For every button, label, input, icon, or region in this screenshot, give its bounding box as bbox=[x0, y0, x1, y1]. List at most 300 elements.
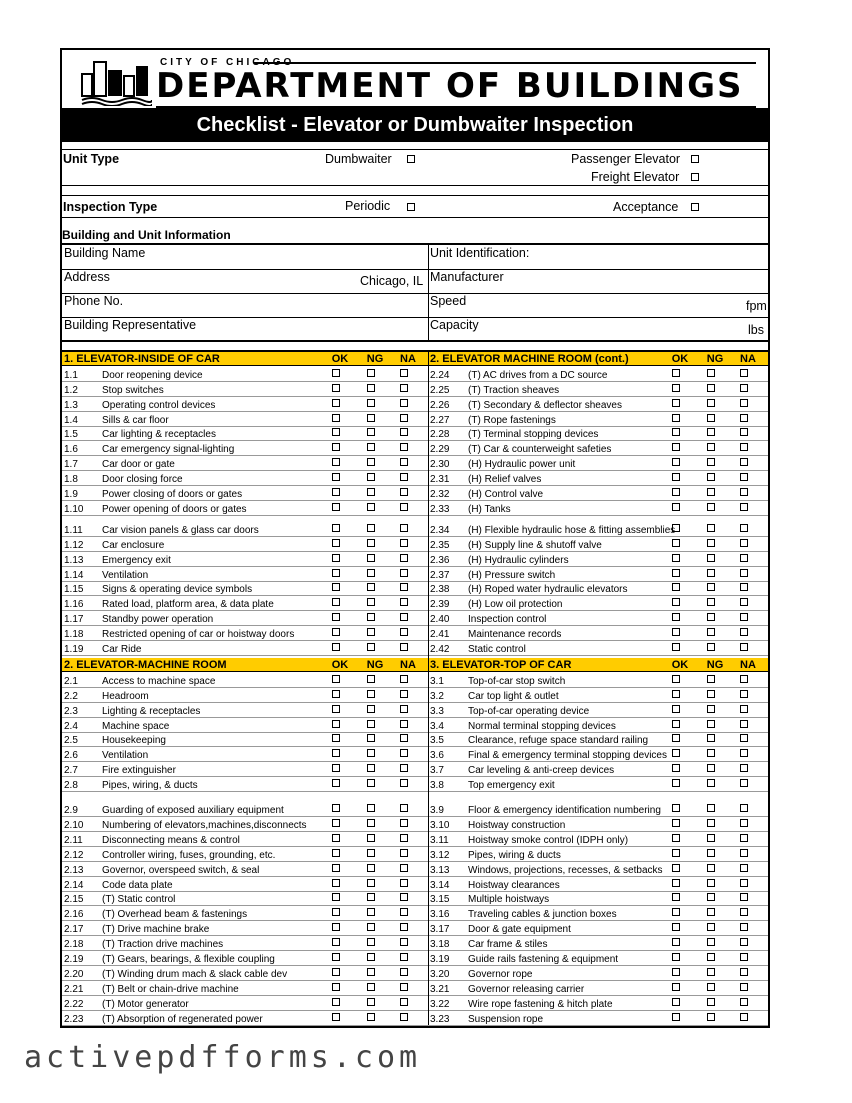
item-number: 3.17 bbox=[430, 924, 450, 936]
checklist-row bbox=[62, 516, 428, 537]
ng-checkbox[interactable] bbox=[367, 998, 375, 1006]
ng-checkbox[interactable] bbox=[367, 908, 375, 916]
ng-checkbox[interactable] bbox=[367, 569, 375, 577]
na-checkbox[interactable] bbox=[740, 998, 748, 1006]
item-number: 1.11 bbox=[64, 524, 83, 536]
na-checkbox[interactable] bbox=[400, 893, 408, 901]
na-checkbox[interactable] bbox=[740, 554, 748, 562]
ng-checkbox[interactable] bbox=[707, 414, 715, 422]
item-number: 1.7 bbox=[64, 459, 78, 471]
ok-checkbox[interactable] bbox=[672, 569, 680, 577]
na-checkbox[interactable] bbox=[740, 749, 748, 757]
ok-checkbox[interactable] bbox=[332, 983, 340, 991]
na-checkbox[interactable] bbox=[400, 749, 408, 757]
ok-checkbox[interactable] bbox=[672, 488, 680, 496]
ok-checkbox[interactable] bbox=[332, 864, 340, 872]
ok-checkbox[interactable] bbox=[672, 819, 680, 827]
na-checkbox[interactable] bbox=[400, 539, 408, 547]
ok-checkbox[interactable] bbox=[332, 598, 340, 606]
col-ok-header: OK bbox=[671, 353, 689, 365]
item-label: Headroom bbox=[102, 690, 149, 702]
ng-checkbox[interactable] bbox=[707, 819, 715, 827]
ng-checkbox[interactable] bbox=[367, 458, 375, 466]
item-number: 2.9 bbox=[64, 805, 78, 817]
ok-checkbox[interactable] bbox=[672, 938, 680, 946]
ng-checkbox[interactable] bbox=[707, 705, 715, 713]
ok-checkbox[interactable] bbox=[332, 524, 340, 532]
na-checkbox[interactable] bbox=[740, 734, 748, 742]
na-checkbox[interactable] bbox=[740, 983, 748, 991]
ok-checkbox[interactable] bbox=[332, 734, 340, 742]
ok-checkbox[interactable] bbox=[672, 443, 680, 451]
inspection-type-label: Inspection Type bbox=[63, 200, 158, 214]
na-checkbox[interactable] bbox=[400, 998, 408, 1006]
ng-checkbox[interactable] bbox=[707, 583, 715, 591]
ng-checkbox[interactable] bbox=[367, 864, 375, 872]
na-checkbox[interactable] bbox=[400, 503, 408, 511]
ng-checkbox[interactable] bbox=[367, 720, 375, 728]
ng-checkbox[interactable] bbox=[367, 968, 375, 976]
ng-checkbox[interactable] bbox=[707, 764, 715, 772]
ng-checkbox[interactable] bbox=[367, 643, 375, 651]
ok-checkbox[interactable] bbox=[332, 705, 340, 713]
na-checkbox[interactable] bbox=[740, 1013, 748, 1021]
item-number: 2.42 bbox=[430, 644, 450, 656]
ng-checkbox[interactable] bbox=[707, 690, 715, 698]
item-number: 2.24 bbox=[430, 369, 450, 381]
ng-checkbox[interactable] bbox=[367, 804, 375, 812]
ok-checkbox[interactable] bbox=[672, 953, 680, 961]
ng-checkbox[interactable] bbox=[707, 613, 715, 621]
ok-checkbox[interactable] bbox=[672, 804, 680, 812]
ok-checkbox[interactable] bbox=[332, 503, 340, 511]
ok-checkbox[interactable] bbox=[332, 938, 340, 946]
ng-checkbox[interactable] bbox=[367, 369, 375, 377]
item-number: 1.15 bbox=[64, 584, 84, 596]
na-checkbox[interactable] bbox=[400, 938, 408, 946]
ok-checkbox[interactable] bbox=[672, 983, 680, 991]
ok-checkbox[interactable] bbox=[672, 554, 680, 562]
na-checkbox[interactable] bbox=[740, 399, 748, 407]
ng-checkbox[interactable] bbox=[707, 488, 715, 496]
na-checkbox[interactable] bbox=[740, 938, 748, 946]
ok-checkbox[interactable] bbox=[672, 598, 680, 606]
ok-checkbox[interactable] bbox=[672, 690, 680, 698]
na-checkbox[interactable] bbox=[400, 675, 408, 683]
item-label: Stop switches bbox=[102, 384, 164, 396]
na-checkbox[interactable] bbox=[400, 1013, 408, 1021]
ng-checkbox[interactable] bbox=[707, 675, 715, 683]
na-checkbox[interactable] bbox=[400, 414, 408, 422]
ok-checkbox[interactable] bbox=[332, 923, 340, 931]
ng-checkbox[interactable] bbox=[367, 443, 375, 451]
checklist-row bbox=[428, 921, 768, 936]
ok-checkbox[interactable] bbox=[672, 583, 680, 591]
ng-checkbox[interactable] bbox=[367, 488, 375, 496]
ok-checkbox[interactable] bbox=[672, 399, 680, 407]
na-checkbox[interactable] bbox=[740, 923, 748, 931]
item-label: (T) Car & counterweight safeties bbox=[468, 444, 612, 456]
na-checkbox[interactable] bbox=[740, 819, 748, 827]
ng-checkbox[interactable] bbox=[707, 893, 715, 901]
na-checkbox[interactable] bbox=[400, 705, 408, 713]
ng-checkbox[interactable] bbox=[707, 524, 715, 532]
na-checkbox[interactable] bbox=[400, 643, 408, 651]
dumbwaiter-checkbox[interactable] bbox=[407, 155, 415, 163]
ng-checkbox[interactable] bbox=[707, 983, 715, 991]
ok-checkbox[interactable] bbox=[332, 804, 340, 812]
na-checkbox[interactable] bbox=[740, 908, 748, 916]
ng-checkbox[interactable] bbox=[707, 428, 715, 436]
na-checkbox[interactable] bbox=[740, 893, 748, 901]
item-label: (H) Hydraulic power unit bbox=[468, 459, 576, 471]
ng-checkbox[interactable] bbox=[367, 384, 375, 392]
na-checkbox[interactable] bbox=[740, 849, 748, 857]
item-number: 3.20 bbox=[430, 968, 450, 980]
item-label: Controller wiring, fuses, grounding, etc. bbox=[102, 849, 276, 861]
na-checkbox[interactable] bbox=[400, 849, 408, 857]
na-checkbox[interactable] bbox=[400, 953, 408, 961]
ng-checkbox[interactable] bbox=[367, 428, 375, 436]
ng-checkbox[interactable] bbox=[367, 849, 375, 857]
ok-checkbox[interactable] bbox=[672, 643, 680, 651]
na-checkbox[interactable] bbox=[740, 675, 748, 683]
na-checkbox[interactable] bbox=[400, 613, 408, 621]
ng-checkbox[interactable] bbox=[707, 1013, 715, 1021]
ok-checkbox[interactable] bbox=[332, 879, 340, 887]
na-checkbox[interactable] bbox=[740, 414, 748, 422]
ok-checkbox[interactable] bbox=[672, 705, 680, 713]
checklist-row bbox=[62, 966, 428, 981]
ok-checkbox[interactable] bbox=[672, 613, 680, 621]
na-checkbox[interactable] bbox=[740, 539, 748, 547]
na-checkbox[interactable] bbox=[400, 834, 408, 842]
na-checkbox[interactable] bbox=[740, 384, 748, 392]
ng-checkbox[interactable] bbox=[707, 734, 715, 742]
na-checkbox[interactable] bbox=[400, 598, 408, 606]
item-label: Hoistway construction bbox=[468, 819, 566, 831]
checklist-row bbox=[62, 1011, 428, 1026]
ng-checkbox[interactable] bbox=[367, 473, 375, 481]
ok-checkbox[interactable] bbox=[332, 953, 340, 961]
checklist-row bbox=[62, 412, 428, 427]
na-checkbox[interactable] bbox=[740, 879, 748, 887]
ok-checkbox[interactable] bbox=[332, 399, 340, 407]
ng-checkbox[interactable] bbox=[707, 923, 715, 931]
na-checkbox[interactable] bbox=[740, 569, 748, 577]
na-checkbox[interactable] bbox=[740, 705, 748, 713]
item-number: 2.7 bbox=[64, 765, 78, 777]
ng-checkbox[interactable] bbox=[367, 539, 375, 547]
item-label: (H) Pressure switch bbox=[468, 569, 556, 581]
ng-checkbox[interactable] bbox=[367, 953, 375, 961]
ng-checkbox[interactable] bbox=[367, 764, 375, 772]
ng-checkbox[interactable] bbox=[367, 690, 375, 698]
ok-checkbox[interactable] bbox=[332, 473, 340, 481]
ok-checkbox[interactable] bbox=[672, 734, 680, 742]
na-checkbox[interactable] bbox=[400, 384, 408, 392]
watermark: activepdfforms.com bbox=[24, 1040, 422, 1075]
ok-checkbox[interactable] bbox=[332, 369, 340, 377]
ok-checkbox[interactable] bbox=[332, 849, 340, 857]
checklist-row bbox=[428, 832, 768, 847]
periodic-checkbox[interactable] bbox=[407, 203, 415, 211]
ng-checkbox[interactable] bbox=[707, 473, 715, 481]
ng-checkbox[interactable] bbox=[707, 503, 715, 511]
ng-checkbox[interactable] bbox=[367, 779, 375, 787]
na-checkbox[interactable] bbox=[400, 524, 408, 532]
ng-checkbox[interactable] bbox=[367, 893, 375, 901]
na-checkbox[interactable] bbox=[400, 399, 408, 407]
na-checkbox[interactable] bbox=[400, 488, 408, 496]
na-checkbox[interactable] bbox=[740, 598, 748, 606]
na-checkbox[interactable] bbox=[400, 923, 408, 931]
ok-checkbox[interactable] bbox=[672, 879, 680, 887]
ok-checkbox[interactable] bbox=[672, 414, 680, 422]
ok-checkbox[interactable] bbox=[332, 998, 340, 1006]
item-number: 3.3 bbox=[430, 705, 444, 717]
na-checkbox[interactable] bbox=[740, 458, 748, 466]
ok-checkbox[interactable] bbox=[672, 749, 680, 757]
ng-checkbox[interactable] bbox=[707, 443, 715, 451]
checklist-row bbox=[428, 792, 768, 817]
ok-checkbox[interactable] bbox=[332, 819, 340, 827]
ng-checkbox[interactable] bbox=[707, 953, 715, 961]
ok-checkbox[interactable] bbox=[332, 675, 340, 683]
ng-checkbox[interactable] bbox=[707, 369, 715, 377]
ng-checkbox[interactable] bbox=[367, 399, 375, 407]
na-checkbox[interactable] bbox=[400, 473, 408, 481]
ok-checkbox[interactable] bbox=[672, 1013, 680, 1021]
ok-checkbox[interactable] bbox=[672, 849, 680, 857]
na-checkbox[interactable] bbox=[400, 428, 408, 436]
ok-checkbox[interactable] bbox=[672, 720, 680, 728]
na-checkbox[interactable] bbox=[740, 779, 748, 787]
ok-checkbox[interactable] bbox=[332, 690, 340, 698]
ng-checkbox[interactable] bbox=[707, 849, 715, 857]
ng-checkbox[interactable] bbox=[707, 569, 715, 577]
ng-checkbox[interactable] bbox=[707, 834, 715, 842]
ng-checkbox[interactable] bbox=[707, 598, 715, 606]
freight-elevator-checkbox[interactable] bbox=[691, 173, 699, 181]
ok-checkbox[interactable] bbox=[672, 893, 680, 901]
ok-checkbox[interactable] bbox=[672, 503, 680, 511]
item-label: Hoistway smoke control (IDPH only) bbox=[468, 834, 629, 846]
na-checkbox[interactable] bbox=[740, 834, 748, 842]
ng-checkbox[interactable] bbox=[367, 1013, 375, 1021]
ok-checkbox[interactable] bbox=[672, 524, 680, 532]
na-checkbox[interactable] bbox=[400, 569, 408, 577]
na-checkbox[interactable] bbox=[400, 583, 408, 591]
na-checkbox[interactable] bbox=[740, 864, 748, 872]
na-checkbox[interactable] bbox=[740, 473, 748, 481]
ok-checkbox[interactable] bbox=[332, 488, 340, 496]
ok-checkbox[interactable] bbox=[672, 764, 680, 772]
ok-checkbox[interactable] bbox=[672, 428, 680, 436]
item-number: 2.4 bbox=[64, 720, 78, 732]
ng-checkbox[interactable] bbox=[707, 643, 715, 651]
ok-checkbox[interactable] bbox=[672, 779, 680, 787]
ng-checkbox[interactable] bbox=[707, 864, 715, 872]
ng-checkbox[interactable] bbox=[707, 554, 715, 562]
na-checkbox[interactable] bbox=[740, 764, 748, 772]
ok-checkbox[interactable] bbox=[332, 539, 340, 547]
checklist-row bbox=[62, 981, 428, 996]
item-number: 2.23 bbox=[64, 1013, 84, 1025]
ng-checkbox[interactable] bbox=[707, 908, 715, 916]
acceptance-checkbox[interactable] bbox=[691, 203, 699, 211]
ok-checkbox[interactable] bbox=[332, 569, 340, 577]
ng-checkbox[interactable] bbox=[707, 998, 715, 1006]
ng-checkbox[interactable] bbox=[367, 983, 375, 991]
ok-checkbox[interactable] bbox=[332, 908, 340, 916]
checklist-row bbox=[428, 516, 768, 537]
na-checkbox[interactable] bbox=[400, 819, 408, 827]
na-checkbox[interactable] bbox=[740, 720, 748, 728]
na-checkbox[interactable] bbox=[400, 720, 408, 728]
item-label: Power closing of doors or gates bbox=[102, 489, 243, 501]
ok-checkbox[interactable] bbox=[332, 428, 340, 436]
na-checkbox[interactable] bbox=[400, 369, 408, 377]
ng-checkbox[interactable] bbox=[707, 749, 715, 757]
ng-checkbox[interactable] bbox=[367, 749, 375, 757]
na-checkbox[interactable] bbox=[400, 764, 408, 772]
ng-checkbox[interactable] bbox=[367, 598, 375, 606]
ok-checkbox[interactable] bbox=[672, 998, 680, 1006]
na-checkbox[interactable] bbox=[740, 628, 748, 636]
na-checkbox[interactable] bbox=[400, 779, 408, 787]
ng-checkbox[interactable] bbox=[707, 779, 715, 787]
item-number: 1.10 bbox=[64, 503, 84, 515]
ok-checkbox[interactable] bbox=[672, 384, 680, 392]
ok-checkbox[interactable] bbox=[672, 864, 680, 872]
na-checkbox[interactable] bbox=[740, 488, 748, 496]
capacity-unit: lbs bbox=[748, 323, 764, 337]
checklist-row bbox=[62, 552, 428, 567]
na-checkbox[interactable] bbox=[400, 983, 408, 991]
item-number: 3.11 bbox=[430, 834, 449, 846]
passenger-elevator-checkbox[interactable] bbox=[691, 155, 699, 163]
item-number: 3.14 bbox=[430, 879, 450, 891]
ng-checkbox[interactable] bbox=[367, 414, 375, 422]
ng-checkbox[interactable] bbox=[707, 628, 715, 636]
ok-checkbox[interactable] bbox=[672, 968, 680, 976]
ok-checkbox[interactable] bbox=[332, 443, 340, 451]
na-checkbox[interactable] bbox=[740, 613, 748, 621]
ng-checkbox[interactable] bbox=[367, 503, 375, 511]
ok-checkbox[interactable] bbox=[672, 675, 680, 683]
na-checkbox[interactable] bbox=[740, 428, 748, 436]
na-checkbox[interactable] bbox=[400, 458, 408, 466]
ok-checkbox[interactable] bbox=[672, 539, 680, 547]
ng-checkbox[interactable] bbox=[367, 554, 375, 562]
na-checkbox[interactable] bbox=[400, 908, 408, 916]
ng-checkbox[interactable] bbox=[707, 938, 715, 946]
na-checkbox[interactable] bbox=[740, 953, 748, 961]
ng-checkbox[interactable] bbox=[367, 705, 375, 713]
na-checkbox[interactable] bbox=[740, 443, 748, 451]
ok-checkbox[interactable] bbox=[672, 908, 680, 916]
ok-checkbox[interactable] bbox=[332, 458, 340, 466]
ng-checkbox[interactable] bbox=[367, 675, 375, 683]
ok-checkbox[interactable] bbox=[332, 613, 340, 621]
ok-checkbox[interactable] bbox=[672, 834, 680, 842]
ok-checkbox[interactable] bbox=[332, 893, 340, 901]
na-checkbox[interactable] bbox=[740, 804, 748, 812]
ng-checkbox[interactable] bbox=[707, 879, 715, 887]
ok-checkbox[interactable] bbox=[332, 968, 340, 976]
na-checkbox[interactable] bbox=[740, 690, 748, 698]
ng-checkbox[interactable] bbox=[707, 539, 715, 547]
ng-checkbox[interactable] bbox=[367, 938, 375, 946]
ok-checkbox[interactable] bbox=[332, 643, 340, 651]
ng-checkbox[interactable] bbox=[707, 720, 715, 728]
ok-checkbox[interactable] bbox=[672, 923, 680, 931]
ng-checkbox[interactable] bbox=[367, 583, 375, 591]
ng-checkbox[interactable] bbox=[367, 734, 375, 742]
ok-checkbox[interactable] bbox=[672, 473, 680, 481]
inspection-type-box bbox=[60, 195, 770, 218]
checklist-row bbox=[428, 996, 768, 1011]
ng-checkbox[interactable] bbox=[367, 879, 375, 887]
ok-checkbox[interactable] bbox=[672, 628, 680, 636]
na-checkbox[interactable] bbox=[400, 554, 408, 562]
ok-checkbox[interactable] bbox=[672, 458, 680, 466]
na-checkbox[interactable] bbox=[400, 443, 408, 451]
ng-checkbox[interactable] bbox=[707, 399, 715, 407]
ok-checkbox[interactable] bbox=[332, 1013, 340, 1021]
ng-checkbox[interactable] bbox=[367, 819, 375, 827]
ok-checkbox[interactable] bbox=[332, 628, 340, 636]
ng-checkbox[interactable] bbox=[707, 384, 715, 392]
ng-checkbox[interactable] bbox=[707, 968, 715, 976]
ng-checkbox[interactable] bbox=[367, 834, 375, 842]
ok-checkbox[interactable] bbox=[332, 764, 340, 772]
na-checkbox[interactable] bbox=[740, 503, 748, 511]
na-checkbox[interactable] bbox=[400, 879, 408, 887]
na-checkbox[interactable] bbox=[400, 804, 408, 812]
ok-checkbox[interactable] bbox=[332, 554, 340, 562]
checklist-row bbox=[62, 486, 428, 501]
na-checkbox[interactable] bbox=[400, 690, 408, 698]
ng-checkbox[interactable] bbox=[367, 613, 375, 621]
na-checkbox[interactable] bbox=[400, 628, 408, 636]
na-checkbox[interactable] bbox=[740, 369, 748, 377]
ok-checkbox[interactable] bbox=[332, 414, 340, 422]
na-checkbox[interactable] bbox=[400, 864, 408, 872]
ok-checkbox[interactable] bbox=[332, 583, 340, 591]
ng-checkbox[interactable] bbox=[367, 628, 375, 636]
ng-checkbox[interactable] bbox=[367, 923, 375, 931]
ok-checkbox[interactable] bbox=[332, 384, 340, 392]
ng-checkbox[interactable] bbox=[707, 804, 715, 812]
na-checkbox[interactable] bbox=[400, 734, 408, 742]
ok-checkbox[interactable] bbox=[332, 749, 340, 757]
ok-checkbox[interactable] bbox=[332, 779, 340, 787]
na-checkbox[interactable] bbox=[740, 524, 748, 532]
ng-checkbox[interactable] bbox=[707, 458, 715, 466]
ng-checkbox[interactable] bbox=[367, 524, 375, 532]
na-checkbox[interactable] bbox=[740, 583, 748, 591]
ok-checkbox[interactable] bbox=[332, 834, 340, 842]
ok-checkbox[interactable] bbox=[672, 369, 680, 377]
ok-checkbox[interactable] bbox=[332, 720, 340, 728]
na-checkbox[interactable] bbox=[740, 968, 748, 976]
na-checkbox[interactable] bbox=[400, 968, 408, 976]
na-checkbox[interactable] bbox=[740, 643, 748, 651]
unit-type-box bbox=[60, 149, 770, 186]
item-label: Governor, overspeed switch, & seal bbox=[102, 864, 260, 876]
